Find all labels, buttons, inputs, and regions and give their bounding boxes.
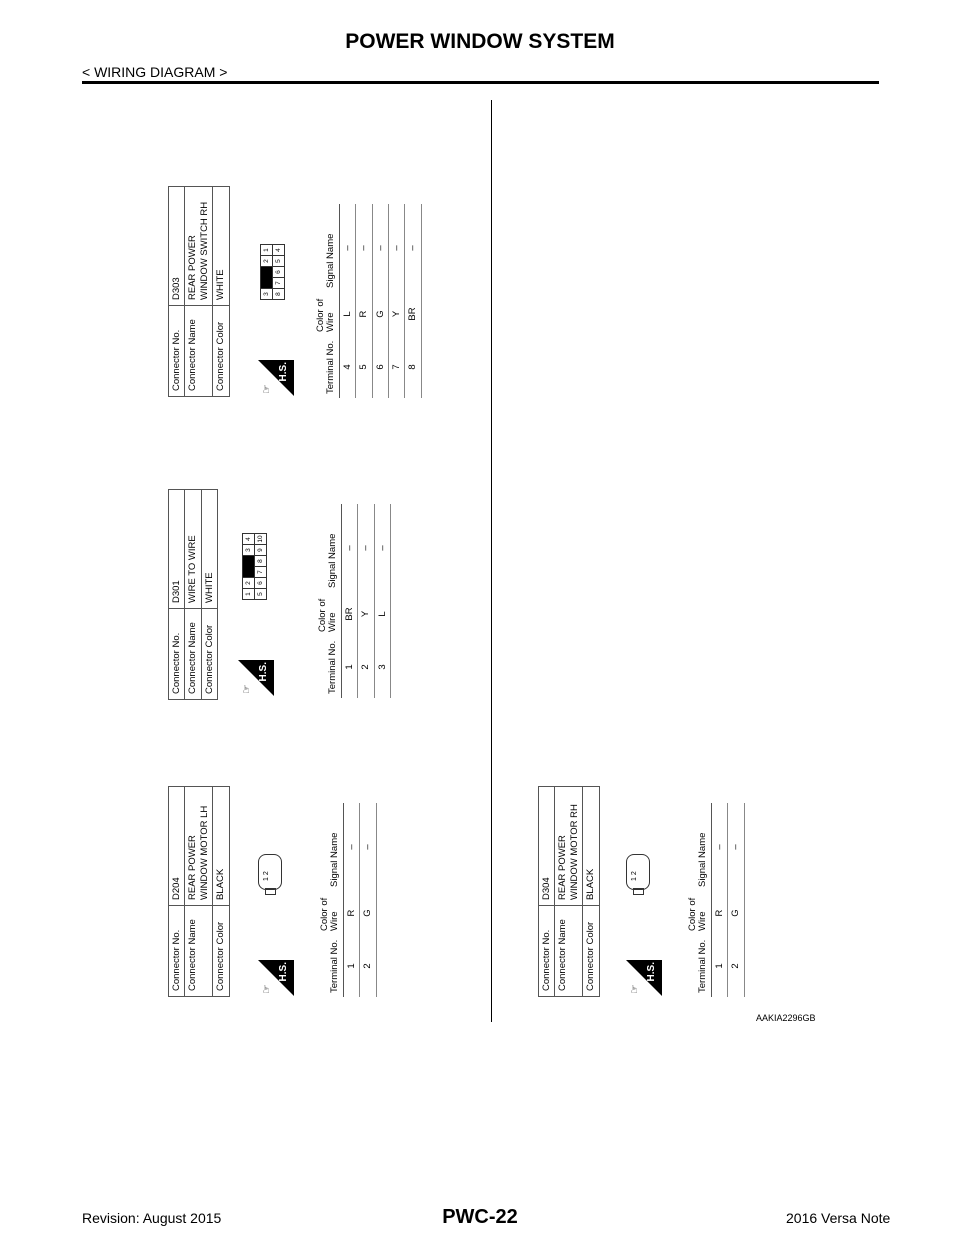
signal-name: – [389,204,405,292]
signal-name: – [339,204,355,292]
hs-label: H.S. [278,962,289,982]
wire-color: R [711,891,727,935]
col-terminal-no: Terminal No. [314,336,339,398]
col-signal-name: Signal Name [686,803,711,891]
key-block [243,556,255,578]
page-title: POWER WINDOW SYSTEM [345,30,615,53]
col-signal-name: Signal Name [318,803,343,891]
label-connector-no: Connector No. [169,609,185,700]
connector-info-d301 [168,489,218,700]
connector-face-2pin [258,854,282,890]
terminal-no: 6 [372,336,388,398]
key-block [261,267,273,289]
wire-color: BR [405,292,421,336]
wire-color: L [339,292,355,336]
table-row [341,504,357,698]
terminal-no: 4 [339,336,355,398]
connector-name-value: WIRE TO WIRE [185,490,201,609]
hs-badge [258,360,294,396]
pin-numbers: 1 2 [631,871,638,881]
col-signal-name: Signal Name [316,504,341,592]
wire-color: R [356,292,372,336]
terminal-no: 1 [711,935,727,997]
connector-face-10pin [242,533,267,600]
hs-label: H.S. [258,662,269,682]
pin-cell: 9 [255,545,267,556]
table-row [356,204,372,398]
hs-label: H.S. [646,962,657,982]
pin-cell: 1 [261,245,273,256]
connector-color-value: BLACK [583,787,599,906]
label-connector-name: Connector Name [185,609,201,700]
label-connector-name: Connector Name [185,906,213,997]
label-connector-color: Connector Color [583,906,599,997]
connector-info-d304 [538,786,600,997]
table-row [358,504,374,698]
col-color-of-wire: Color of Wire [314,292,339,336]
pin-cell: 8 [255,556,267,567]
table-row [374,504,390,698]
hs-badge [238,660,274,696]
header-rule [82,81,879,84]
connector-color-value: WHITE [213,187,229,306]
wire-color: G [360,891,376,935]
signal-name: – [711,803,727,891]
connector-color-value: BLACK [213,787,229,906]
label-connector-color: Connector Color [213,306,229,397]
table-row [728,803,744,997]
connector-no-value: D204 [169,787,185,906]
pin-cell: 4 [243,534,255,545]
hand-icon: ☞ [241,684,253,694]
pin-cell: 5 [255,589,267,600]
terminal-no: 2 [360,935,376,997]
table-row [389,204,405,398]
column-divider [491,100,492,1022]
pin-cell: 3 [261,289,273,300]
wire-color: G [372,292,388,336]
col-color-of-wire: Color of Wire [318,891,343,935]
terminal-no: 5 [356,336,372,398]
table-row [711,803,727,997]
terminal-table-d303 [314,204,422,398]
signal-name: – [358,504,374,592]
label-connector-name: Connector Name [555,906,583,997]
terminal-no: 2 [728,935,744,997]
connector-name-value: REAR POWER WINDOW SWITCH RH [185,187,213,306]
col-color-of-wire: Color of Wire [686,891,711,935]
connector-face-8pin [260,244,285,300]
section-label: < WIRING DIAGRAM > [82,64,228,80]
pin-cell: 1 [243,589,255,600]
wire-color: G [728,891,744,935]
hand-icon: ☞ [261,984,273,994]
wire-color: Y [389,292,405,336]
label-connector-color: Connector Color [213,906,229,997]
label-connector-no: Connector No. [169,906,185,997]
terminal-table-d301 [316,504,391,698]
footer-revision: Revision: August 2015 [82,1210,222,1226]
table-row [405,204,421,398]
terminal-no: 7 [389,336,405,398]
col-terminal-no: Terminal No. [318,935,343,997]
col-terminal-no: Terminal No. [316,636,341,698]
wire-color: L [374,592,390,636]
hs-label: H.S. [278,362,289,382]
terminal-table-d304 [686,803,745,997]
terminal-no: 3 [374,636,390,698]
col-signal-name: Signal Name [314,204,339,292]
label-connector-name: Connector Name [185,306,213,397]
terminal-no: 1 [341,636,357,698]
signal-name: – [372,204,388,292]
label-connector-color: Connector Color [201,609,217,700]
signal-name: – [405,204,421,292]
wire-color: BR [341,592,357,636]
connector-info-d204 [168,786,230,997]
wire-color: Y [358,592,374,636]
pin-cell: 2 [261,256,273,267]
signal-name: – [356,204,372,292]
pin-cell: 6 [273,267,285,278]
connector-face-2pin [626,854,650,890]
connector-name-value: REAR POWER WINDOW MOTOR LH [185,787,213,906]
connector-name-value: REAR POWER WINDOW MOTOR RH [555,787,583,906]
label-connector-no: Connector No. [169,306,185,397]
table-row [360,803,376,997]
connector-no-value: D303 [169,187,185,306]
col-terminal-no: Terminal No. [686,935,711,997]
pin-cell: 10 [255,534,267,545]
footer-page-number: PWC-22 [442,1206,518,1228]
pin-cell: 8 [273,289,285,300]
wire-color: R [343,891,359,935]
table-row [372,204,388,398]
hs-badge [258,960,294,996]
terminal-table-d204 [318,803,377,997]
hand-icon: ☞ [261,384,273,394]
pin-cell: 2 [243,578,255,589]
pin-cell: 7 [255,567,267,578]
col-color-of-wire: Color of Wire [316,592,341,636]
terminal-no: 2 [358,636,374,698]
terminal-no: 1 [343,935,359,997]
connector-info-d303 [168,186,230,397]
pin-numbers: 1 2 [263,871,270,881]
hand-icon: ☞ [629,984,641,994]
signal-name: – [728,803,744,891]
hs-badge [626,960,662,996]
pin-cell: 4 [273,245,285,256]
label-connector-no: Connector No. [539,906,555,997]
footer-model: 2016 Versa Note [786,1210,891,1226]
pin-cell: 7 [273,278,285,289]
signal-name: – [341,504,357,592]
pin-cell: 3 [243,545,255,556]
signal-name: – [343,803,359,891]
diagram-code: AAKIA2296GB [756,1013,816,1023]
connector-no-value: D301 [169,490,185,609]
pin-cell: 6 [255,578,267,589]
pin-cell: 5 [273,256,285,267]
signal-name: – [360,803,376,891]
signal-name: – [374,504,390,592]
connector-color-value: WHITE [201,490,217,609]
table-row [343,803,359,997]
connector-no-value: D304 [539,787,555,906]
table-row [339,204,355,398]
terminal-no: 8 [405,336,421,398]
